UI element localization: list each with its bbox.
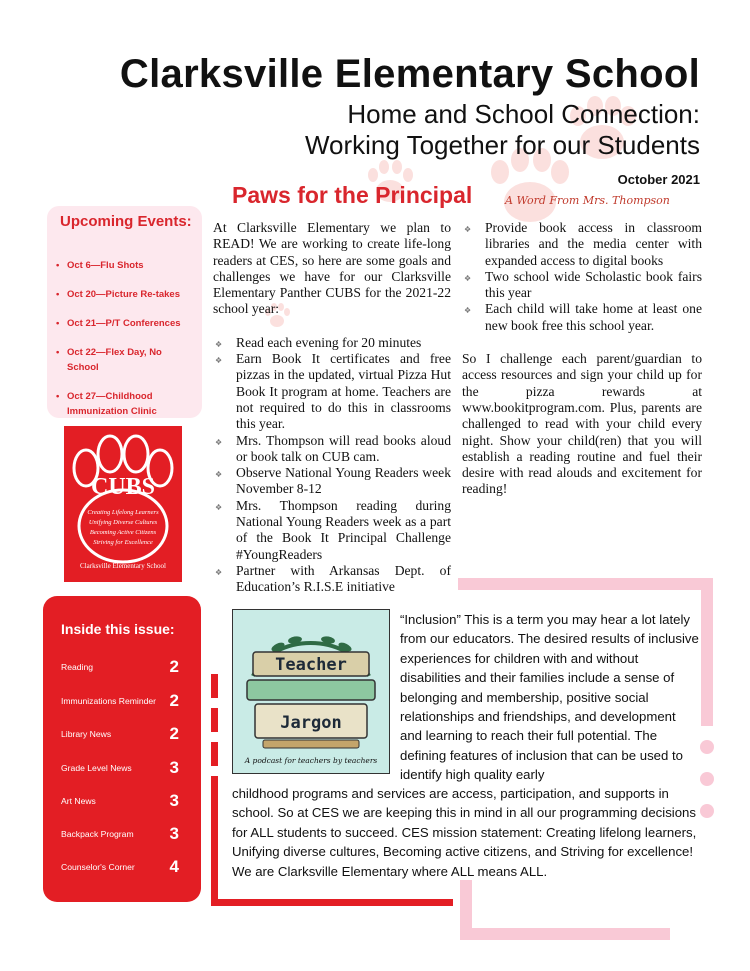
book-stack-illustration [233,610,389,773]
event-item: • Oct 21—P/T Conferences [56,316,196,331]
cubs-motto: Unifying Diverse Cultures [88,519,158,526]
article-column-1 [213,220,451,596]
goal-item: ❖ Mrs. Thompson reading during National Young Readers week as a part of the Book It Principal Challenge #YoungReaders [213,498,451,563]
issue-item-label: Backpack Program [61,829,134,839]
issue-item-page: 4 [169,857,179,876]
article-title: Paws for the Principal [232,182,473,208]
issue-item-backpack-program[interactable] [61,824,179,844]
cubs-logo-text: CUBS [90,474,156,500]
podcast-tagline: A podcast for teachers by teachers [244,756,378,765]
issue-item-counselors-corner[interactable] [61,857,179,877]
issue-item-library-news[interactable] [61,724,179,744]
upcoming-events-list [56,258,196,433]
article-column-2 [462,220,702,498]
pink-frame-right [701,578,713,726]
issue-item-label: Grade Level News [61,763,132,773]
pink-frame-top [458,578,713,590]
issue-item-label: Art News [61,796,96,806]
podcast-title-line2: Jargon [280,713,342,733]
pink-dot [700,740,714,754]
cubs-motto: Creating Lifelong Learners [87,509,159,516]
event-item: • Oct 20—Picture Re-takes [56,287,196,302]
cubs-logo [64,426,182,582]
issue-item-page: 3 [169,824,179,843]
goal-item: ❖ Each child will take home at least one new book free this school year. [462,301,702,334]
red-frame-bottom [211,899,453,906]
upcoming-events-title: Upcoming Events: [60,213,192,230]
article-byline: A Word From Mrs. Thompson [505,194,670,207]
event-item: • Oct 6—Flu Shots [56,258,196,273]
inside-this-issue-title: Inside this issue: [61,621,175,637]
inclusion-article-part2: childhood programs and services are access, participation, and supports in school. So at CES we are keeping this in mind in all our programming decisions for ALL students to succeed. CES mission statement: Creating lifelong learners, Unifying diverse cultures, Becoming active citizens, and Striving for excellence! We are Clarksville Elementary where ALL means ALL. [232,786,697,879]
article-intro: At Clarksville Elementary we plan to READ! We are working to create life-long readers at CES, so here are some goals and challenges we have for our Clarksville Elementary Panther CUBS for the 2021-22 school year: [213,220,451,317]
article-closing: So I challenge each parent/guardian to access resources and sign your child up for the pizza rewards at www.bookitprogram.com. Plus, parents are challenged to read with your child every night. Show your child(ren) that you will establish a reading routine and fuel their desire with read alouds and excitement for reading! [462,351,702,497]
issue-item-page: 2 [169,724,179,743]
pink-dot [700,804,714,818]
issue-item-reading[interactable] [61,657,179,677]
event-item: • Oct 27—Childhood Immunization Clinic [56,389,196,419]
teacher-jargon-podcast-image [232,609,390,774]
issue-item-page: 3 [169,758,179,777]
goals-list [213,335,451,596]
newsletter-subtitle-line2: Working Together for our Students [304,130,700,160]
red-frame-dash [211,674,218,698]
pink-dot [700,772,714,786]
cubs-caption: Clarksville Elementary School [80,562,166,570]
cubs-motto: Striving for Excellence [93,539,153,546]
red-frame-left [211,776,218,906]
goal-item: ❖ Read each evening for 20 minutes [213,335,451,351]
issue-item-label: Library News [61,729,112,739]
issue-item-label: Immunizations Reminder [61,696,157,706]
event-item: • Oct 22—Flex Day, No School [56,345,196,375]
pink-frame-bottom [460,928,670,940]
issue-item-page: 2 [169,657,179,676]
red-frame-dash [211,742,218,766]
goal-item: ❖ Earn Book It certificates and free pizzas in the updated, virtual Pizza Hut Book It program at home. Teachers are not required to do this in classrooms this year. [213,351,451,432]
issue-item-label: Counselor's Corner [61,862,135,872]
inclusion-article-part1: “Inclusion” This is a term you may hear a lot lately from our educators. The desired results of inclusive experiences for children with and without disabilities and their families include a sense of belonging and membership, positive social relationships and friendships, and development and learning to reach their full potential. The defining features of inclusion that can be used to identify high quality early [400,612,699,783]
newsletter-title: Clarksville Elementary School [119,52,700,96]
issue-item-label: Reading [61,662,94,672]
cubs-paw-logo [64,426,182,582]
goal-item: ❖ Provide book access in classroom libraries and the media center with expanded access to digital books [462,220,702,269]
issue-item-page: 2 [169,691,179,710]
goal-item: ❖ Partner with Arkansas Dept. of Education’s R.I.S.E initiative [213,563,451,596]
podcast-title-line1: Teacher [275,655,347,675]
red-frame-dash [211,708,218,732]
goal-item: ❖ Mrs. Thompson will read books aloud or book talk on CUB cam. [213,433,451,466]
issue-item-immunizations[interactable] [61,691,179,711]
goal-item: ❖ Two school wide Scholastic book fairs this year [462,269,702,302]
goal-item: ❖ Observe National Young Readers week November 8-12 [213,465,451,498]
issue-item-grade-level-news[interactable] [61,758,179,778]
cubs-motto: Becoming Active Citizens [89,529,157,536]
issue-item-page: 3 [169,791,179,810]
issue-date: October 2021 [617,172,700,187]
goals-list-continued [462,220,702,334]
newsletter-subtitle-line1: Home and School Connection: [347,99,700,129]
issue-item-art-news[interactable] [61,791,179,811]
